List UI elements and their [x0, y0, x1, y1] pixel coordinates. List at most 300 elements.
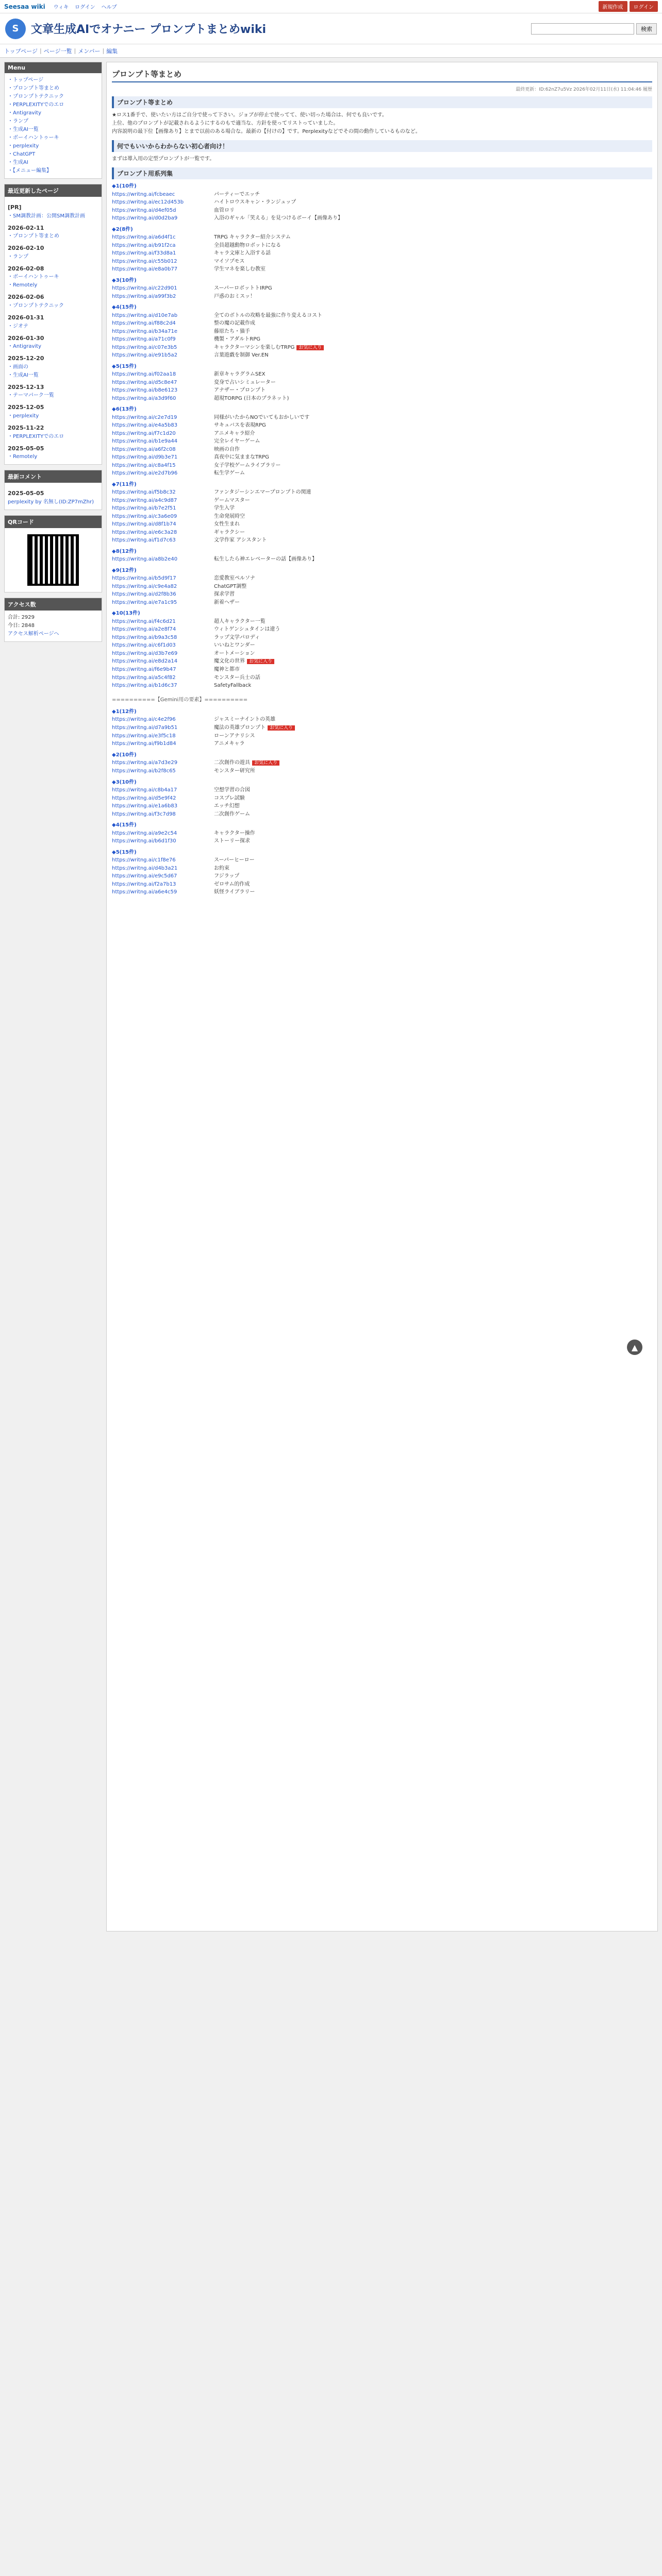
prompt-description: 文学作家 アシスタント	[214, 537, 267, 544]
prompt-description: 全員超越動物ロボットになる	[214, 242, 281, 248]
search-input[interactable]	[531, 23, 634, 35]
prompt-url-link[interactable]: https://writng.ai/f2a7b13	[112, 881, 176, 887]
prompt-entry	[112, 888, 652, 896]
prompt-url-link[interactable]: https://writng.ai/d10e7ab	[112, 312, 178, 318]
recent-page-link[interactable]: ・PERPLEXITYでのエロ	[8, 433, 64, 439]
prompt-description: 真夜中に気ままなTRPG	[214, 454, 269, 461]
prompt-url-link[interactable]: https://writng.ai/e2d7b96	[112, 470, 178, 477]
prompt-url-link[interactable]: https://writng.ai/c2e7d19	[112, 414, 177, 420]
prompt-url-link[interactable]: https://writng.ai/b6d1f30	[112, 838, 176, 844]
prompt-url-link[interactable]: https://writng.ai/d0d2ba9	[112, 215, 178, 221]
sidebar-menu-row	[8, 117, 98, 126]
access-title: アクセス数	[5, 598, 102, 611]
sidebar-menu-item[interactable]: ・プロンプトテクニック	[8, 94, 64, 99]
prompt-entry	[112, 351, 652, 360]
prompt-description: 整の魔の記載作成	[214, 320, 255, 326]
prompt-entry	[112, 865, 652, 873]
sidebar-menu-item[interactable]: ・PERPLEXITYでのエロ	[8, 102, 64, 108]
recent-page-link[interactable]: ・プロンプトテクニック	[8, 302, 64, 309]
group-title: ◆5(15件)	[112, 849, 137, 855]
comments-body	[5, 483, 102, 510]
prompt-description: 新章キャラグラムSEX	[214, 371, 266, 378]
prompt-url-link[interactable]: https://writng.ai/a71c0f9	[112, 336, 176, 342]
prompt-url-link[interactable]: https://writng.ai/f7c1d20	[112, 430, 176, 436]
prompt-url-link[interactable]: https://writng.ai/c07e3b5	[112, 344, 177, 350]
prompt-description: スーパーロボットトIRPG	[214, 285, 272, 291]
section-heading-beginner: 何でもいいからわからない初心者向け！	[112, 140, 652, 152]
sidebar-menu-row	[8, 93, 98, 101]
prompt-entry	[112, 674, 652, 682]
prompt-url-link[interactable]: https://writng.ai/f3c7d98	[112, 811, 176, 817]
prompt-description: TRPG キャラクター紹介システム	[214, 234, 291, 240]
prompt-entry	[112, 328, 652, 336]
prompt-url-link[interactable]: https://writng.ai/b91f2ca	[112, 242, 176, 248]
prompt-entry	[112, 370, 652, 379]
prompt-description: 魔神と都市	[214, 667, 240, 673]
prompt-url-link[interactable]: https://writng.ai/a7d3e29	[112, 760, 178, 766]
sidebar-menu-row	[8, 126, 98, 134]
prompt-entry	[112, 207, 652, 215]
comments-title: 最新コメント	[5, 470, 102, 483]
prompt-description: 二次創作の遊具 お気に入り	[214, 759, 279, 767]
prompt-description: 同様がいたからNOでいてもおかしいです	[214, 414, 310, 420]
prompt-description: アニメキャラ紹介	[214, 430, 255, 436]
prompt-description: ストーリー探求	[214, 838, 250, 844]
prompt-url-link[interactable]: https://writng.ai/c55b012	[112, 258, 177, 264]
prompt-entry	[112, 293, 652, 301]
create-wiki-button[interactable]: 新規作成	[599, 1, 627, 12]
prompt-url-link[interactable]: https://writng.ai/f4c6d21	[112, 618, 176, 624]
page-updated: 最終更新：ID:62nZ7u5Vz 2026年02月11日(水) 11:04:46 履歴	[516, 87, 652, 92]
prompt-description: SafetyFallback	[214, 683, 252, 689]
prompt-entry	[112, 618, 652, 626]
prompt-url-link[interactable]: https://writng.ai/e8a0b77	[112, 266, 178, 272]
seesaa-logo[interactable]: Seesaa wiki	[4, 3, 45, 10]
prompt-url-link[interactable]: https://writng.ai/e91b5a2	[112, 352, 178, 359]
prompt-description: 魔文化の世界 お気に入り	[214, 657, 274, 666]
prompt-url-link[interactable]: https://writng.ai/d7a9b51	[112, 724, 178, 731]
menu-list	[5, 73, 102, 178]
nav-page-list[interactable]: ページ一覧	[43, 47, 72, 55]
prompt-url-link[interactable]: https://writng.ai/a5c4f82	[112, 674, 176, 681]
prompt-url-link[interactable]: https://writng.ai/a9e2c54	[112, 830, 177, 836]
recent-date: 2025-12-13	[8, 383, 44, 391]
prompt-url-link[interactable]: https://writng.ai/f6e9b47	[112, 667, 176, 673]
recent-list	[5, 197, 102, 464]
menu-block	[4, 62, 102, 179]
recent-page-link[interactable]: ・ランプ	[8, 253, 28, 260]
prompt-url-link[interactable]: https://writng.ai/d5e9f42	[112, 795, 176, 801]
prompt-description: ゲームマスター	[214, 497, 250, 503]
prompt-url-link[interactable]: https://writng.ai/d3b7e69	[112, 650, 178, 656]
access-body	[5, 611, 102, 641]
prompt-description: 魔法の英雄プロンプト お気に入り	[214, 724, 295, 732]
sidebar-menu-row	[8, 134, 98, 142]
qr-code-icon	[27, 534, 79, 586]
prompt-description: 血管ロリ	[214, 207, 235, 213]
sidebar-menu-item[interactable]: ・ランプ	[8, 118, 28, 124]
prompt-url-link[interactable]: https://writng.ai/f88c2d4	[112, 320, 176, 326]
prompt-description: マイソプモス	[214, 258, 245, 264]
comments-block	[4, 470, 102, 510]
prompt-description: ギャラクシー	[214, 529, 245, 535]
prompt-description: 入浴のギャル「笑える」を見つけるボーイ【画像あり】	[214, 215, 343, 221]
prompt-description: アニメキャラ	[214, 741, 245, 747]
topbar-link-login[interactable]: ログイン	[75, 5, 95, 10]
prompt-url-link[interactable]: https://writng.ai/c9e4a82	[112, 583, 177, 589]
prompt-entry	[112, 453, 652, 462]
group-title: ◆10(13件)	[112, 611, 140, 617]
prompt-description: 機製・アダルトRPG	[214, 336, 261, 342]
comment-link[interactable]: perplexity by 名無し(ID:ZP7mZhr)	[8, 499, 94, 505]
prompt-entry	[112, 395, 652, 403]
prompt-description: キャラ文庫と入浴する話	[214, 250, 271, 256]
sidebar-menu-row	[8, 101, 98, 109]
arrow-up-icon: ▲	[631, 1342, 638, 1352]
prompt-description: 超現TORPG (日本のプラネット)	[214, 395, 289, 401]
access-block	[4, 598, 102, 642]
prompt-description: 新着ヘザー	[214, 599, 240, 605]
prompt-url-link[interactable]: https://writng.ai/fcbeaec	[112, 191, 175, 197]
prompt-url-link[interactable]: https://writng.ai/f5b8c32	[112, 489, 176, 496]
sidebar-menu-item[interactable]: ・プロンプト等まとめ	[8, 86, 59, 91]
prompt-entry	[112, 810, 652, 819]
prompt-url-link[interactable]: https://writng.ai/b5d9f17	[112, 575, 176, 582]
comment-date: 2025-05-05	[8, 490, 44, 497]
access-today-label: 今日	[8, 622, 18, 629]
prompt-entry	[112, 767, 652, 775]
prompt-entry	[112, 414, 652, 422]
prompt-entry	[112, 716, 652, 724]
prompt-entry	[112, 786, 652, 794]
intro-line: ★ロス1番手で、使いたい方はご自分で使って下さい。ジョブが停止で使ってて、使い切った場合は、何でも良いです。	[112, 112, 387, 118]
prompt-url-link[interactable]: https://writng.ai/b8e6123	[112, 387, 178, 394]
prompt-entry	[112, 335, 652, 344]
recent-date: 2025-12-20	[8, 355, 44, 362]
prompt-description: 生命発展時空	[214, 513, 245, 519]
sidebar-menu-row	[8, 167, 98, 175]
prompt-entry	[112, 513, 652, 521]
recent-block	[4, 184, 102, 465]
recent-page-link[interactable]: ・テーマパーク一覧	[8, 393, 54, 399]
prompt-url-link[interactable]: https://writng.ai/d8f1b74	[112, 521, 176, 528]
wiki-logo-icon[interactable]: S	[5, 19, 26, 39]
access-analysis-link[interactable]: アクセス解析ページへ	[8, 631, 59, 637]
nav-top-page[interactable]: トップページ	[4, 47, 38, 55]
prompt-url-link[interactable]: https://writng.ai/c4e2f96	[112, 717, 176, 723]
section-heading-list: プロンプト用系列集	[112, 167, 652, 179]
prompt-entry	[112, 214, 652, 223]
prompt-description: 戸惑のおミスッ！	[214, 293, 255, 299]
prompt-description: 言葉遊戯を制御 Ver.EN	[214, 352, 269, 359]
prompt-entry	[112, 583, 652, 591]
prompt-entry	[112, 536, 652, 545]
sidebar-menu-item[interactable]: ・perplexity	[8, 143, 39, 149]
recent-page-link[interactable]: ・プロンプト等まとめ	[8, 233, 59, 240]
topbar-link-help[interactable]: ヘルプ	[101, 5, 117, 10]
favorite-tag: お気に入り	[252, 760, 279, 766]
prompt-url-link[interactable]: https://writng.ai/c8a4f15	[112, 462, 176, 468]
prompt-url-link[interactable]: https://writng.ai/f02aa18	[112, 371, 176, 378]
group-title: ◆5(15件)	[112, 363, 137, 369]
prompt-entry	[112, 599, 652, 607]
qr-block	[4, 515, 102, 592]
prompt-entry	[112, 497, 652, 505]
recent-page-link[interactable]: ・SM調教計画：公開SM調教計画	[8, 213, 85, 219]
prompt-url-link[interactable]: https://writng.ai/a6e4c59	[112, 889, 177, 895]
prompt-entry	[112, 837, 652, 845]
search-button[interactable]: 検索	[636, 23, 657, 35]
prompt-url-link[interactable]: https://writng.ai/b7e2f51	[112, 505, 176, 512]
prompt-description: モンスター兵士の話	[214, 674, 260, 681]
prompt-description: ローンアナリシス	[214, 733, 255, 739]
sidebar-menu-item[interactable]: ・ChatGPT	[8, 151, 36, 157]
prompt-url-link[interactable]: https://writng.ai/a8b2e40	[112, 556, 178, 563]
access-today-value: 2848	[21, 622, 35, 629]
prompt-url-link[interactable]: https://writng.ai/d9b3e71	[112, 454, 178, 461]
sidebar-menu-item[interactable]: ・トップページ	[8, 77, 44, 83]
prompt-entry	[112, 319, 652, 328]
recent-date: 2026-02-11	[8, 224, 44, 231]
content-spacer	[112, 896, 652, 1927]
prompt-entry	[112, 802, 652, 810]
prompt-url-link[interactable]: https://writng.ai/e6c3a28	[112, 529, 177, 535]
prompt-entry	[112, 650, 652, 658]
group-title: ◆2(10件)	[112, 752, 137, 758]
recent-page-link[interactable]: ・Remotely	[8, 454, 38, 460]
prompt-url-link[interactable]: https://writng.ai/d4ef05d	[112, 207, 176, 213]
sidebar-menu-row	[8, 76, 98, 84]
prompt-entry	[112, 379, 652, 387]
prompt-entry	[112, 258, 652, 266]
topbar-link-wiki[interactable]: ウィキ	[53, 5, 69, 10]
prompt-url-link[interactable]: https://writng.ai/b2f8c65	[112, 768, 176, 774]
prompt-description: ジャスミーナイントの英雄	[214, 717, 276, 723]
prompt-entry	[112, 724, 652, 732]
prompt-description: ハイトロウスキャン・ランジュップ	[214, 199, 296, 205]
access-total-label: 合計	[8, 614, 18, 620]
prompt-url-link[interactable]: https://writng.ai/d4b3a21	[112, 865, 178, 871]
prompt-entry	[112, 488, 652, 497]
topbar	[0, 0, 662, 13]
intro-text	[112, 111, 652, 136]
prompt-entry	[112, 732, 652, 740]
page-layout	[0, 58, 662, 1936]
prompt-description: モンスター研究所	[214, 768, 255, 774]
prompt-entry	[112, 242, 652, 250]
recent-page-link[interactable]: ・perplexity	[8, 413, 39, 419]
sidebar-menu-item[interactable]: ・【メニュー編集】	[8, 168, 52, 174]
prompt-url-link[interactable]: https://writng.ai/a6f2c08	[112, 446, 176, 452]
favorite-tag: お気に入り	[247, 659, 274, 664]
recent-date: 2025-12-05	[8, 404, 44, 411]
prompt-entry	[112, 625, 652, 634]
prompt-entry	[112, 574, 652, 583]
prompt-entry	[112, 740, 652, 748]
prompt-description: ゼロサム的作成	[214, 881, 250, 887]
recent-date: 2025-11-22	[8, 424, 44, 431]
sidebar-menu-item[interactable]: ・ボーイハントゥーキ	[8, 135, 59, 141]
group-title: ◆7(11件)	[112, 481, 137, 487]
prompt-entry	[112, 634, 652, 642]
prompt-description: ラップ文学パロディ	[214, 634, 260, 640]
prompt-description: 女子学校ゲームライブラリー	[214, 462, 281, 468]
login-button[interactable]: ログイン	[630, 1, 658, 12]
prompt-url-link[interactable]: https://writng.ai/e7a1c95	[112, 599, 177, 605]
prompt-description: 超人キャラクター一覧	[214, 618, 266, 624]
prompt-entry	[112, 344, 652, 352]
prompt-url-link[interactable]: https://writng.ai/b34a71e	[112, 328, 178, 334]
prompt-description: キャラクター操作	[214, 830, 255, 836]
recent-title: 最近更新したページ	[5, 184, 102, 197]
prompt-description: 転生学ゲーム	[214, 470, 245, 477]
prompt-entry	[112, 520, 652, 529]
prompt-description: 女性生まれ	[214, 521, 240, 528]
prompt-entry	[112, 312, 652, 320]
prompt-url-link[interactable]: https://writng.ai/e3f5c18	[112, 733, 176, 739]
prompt-url-link[interactable]: https://writng.ai/a2e8f74	[112, 626, 176, 633]
prompt-url-link[interactable]: https://writng.ai/e4a5b83	[112, 422, 178, 429]
prompt-entry	[112, 446, 652, 454]
prompt-url-link[interactable]: https://writng.ai/c22d901	[112, 285, 177, 291]
group-title: ◆1(12件)	[112, 708, 137, 715]
recent-page-link[interactable]: ・生成AI一覧	[8, 372, 39, 378]
prompt-description: 学生入学	[214, 505, 235, 512]
sidebar-menu-row	[8, 150, 98, 159]
prompt-entry	[112, 590, 652, 599]
group-title: ◆4(15件)	[112, 304, 137, 310]
gemini-prompt-list	[112, 708, 652, 896]
prompt-url-link[interactable]: https://writng.ai/c3a6e09	[112, 513, 177, 519]
prompt-entry	[112, 666, 652, 674]
prompt-description: ChatGPT調整	[214, 583, 247, 589]
favorite-tag: お気に入り	[268, 725, 295, 731]
prompt-description: お約束	[214, 865, 229, 871]
prompt-url-link[interactable]: https://writng.ai/c8b4a17	[112, 787, 177, 793]
recent-date: 2026-01-30	[8, 334, 44, 342]
prompt-entry	[112, 469, 652, 478]
nav-separator: |	[40, 47, 42, 54]
prompt-url-link[interactable]: https://writng.ai/b1e9a44	[112, 438, 178, 445]
nav-separator: |	[74, 47, 76, 54]
prompt-description: パーティーでエッチ	[214, 191, 260, 197]
prompt-description: エッチ幻想	[214, 803, 240, 809]
prompt-url-link[interactable]: https://writng.ai/f1d7c63	[112, 537, 176, 544]
prompt-entry	[112, 249, 652, 258]
qr-title: QRコード	[5, 516, 102, 528]
recent-page-link[interactable]: ・ボーイハントゥーキ	[8, 274, 59, 280]
intro-line: 内容説明の最下位【画像あり】とまで以前のある場合な。最新の【付けの】です。Perplexityなどでその間の動作しているものなど。	[112, 129, 421, 134]
recent-page-link[interactable]: ・ジオテ	[8, 323, 28, 329]
prompt-description: 空想学習の合図	[214, 787, 250, 793]
prompt-url-link[interactable]: https://writng.ai/a4c9d87	[112, 497, 177, 503]
recent-date: 2026-02-06	[8, 294, 44, 301]
section-heading-summary: プロンプト等まとめ	[112, 96, 652, 108]
group-title: ◆6(13件)	[112, 406, 137, 413]
scroll-to-top-button[interactable]	[627, 1340, 642, 1355]
prompt-url-link[interactable]: https://writng.ai/e8d2a14	[112, 658, 178, 665]
prompt-url-link[interactable]: https://writng.ai/a6d4f1c	[112, 234, 176, 240]
prompt-entry	[112, 829, 652, 838]
prompt-entry	[112, 198, 652, 207]
sidebar-menu-item[interactable]: ・Antigravity	[8, 110, 41, 116]
recent-page-link[interactable]: ・Remotely	[8, 282, 38, 289]
prompt-description: 妖怪ライブラリー	[214, 889, 255, 895]
prompt-entry	[112, 265, 652, 274]
navbar	[0, 44, 662, 58]
prompt-url-link[interactable]: https://writng.ai/b9a3c58	[112, 634, 177, 640]
prompt-url-link[interactable]: https://writng.ai/e1a6b83	[112, 803, 178, 809]
prompt-description: 藤原たち・猫手	[214, 328, 250, 334]
access-total-value: 2929	[21, 614, 35, 620]
prompt-url-link[interactable]: https://writng.ai/f9b1d84	[112, 741, 176, 747]
prompt-entry	[112, 641, 652, 650]
prompt-url-link[interactable]: https://writng.ai/a99f3b2	[112, 293, 176, 299]
nav-edit[interactable]: 編集	[106, 47, 118, 55]
prompt-url-link[interactable]: https://writng.ai/d5c8e47	[112, 379, 177, 385]
prompt-description: アナザー・プロンプト	[214, 387, 266, 394]
recent-date: 2025-05-05	[8, 445, 44, 452]
prompt-entry	[112, 529, 652, 537]
topbar-right	[599, 1, 658, 12]
prompt-entry	[112, 872, 652, 880]
nav-members[interactable]: メンバー	[78, 47, 101, 55]
recent-date: 2026-01-31	[8, 314, 44, 321]
prompt-entry	[112, 682, 652, 690]
prompt-entry	[112, 794, 652, 803]
prompt-description: コスプレ試験	[214, 795, 245, 801]
sidebar-menu-row	[8, 159, 98, 167]
recent-page-link[interactable]: ・画面の	[8, 364, 28, 370]
prompt-entry	[112, 437, 652, 446]
prompt-entry	[112, 386, 652, 395]
prompt-url-link[interactable]: https://writng.ai/c1f8e76	[112, 857, 176, 863]
menu-title: Menu	[5, 62, 102, 73]
prompt-description: 転生したら神エレベーターの話【画像あり】	[214, 556, 317, 563]
prompt-description: 学生マネを楽しむ教室	[214, 266, 266, 272]
sidebar-menu-row	[8, 109, 98, 117]
wiki-title[interactable]: 文章生成AIでオナニー プロンプトまとめwiki	[31, 23, 267, 36]
group-title: ◆1(10件)	[112, 183, 137, 189]
sidebar-menu-row	[8, 84, 98, 93]
prompt-entry	[112, 880, 652, 889]
prompt-url-link[interactable]: https://writng.ai/ec12d453b	[112, 199, 184, 205]
sidebar-menu-item[interactable]: ・生成AI	[8, 160, 28, 165]
prompt-url-link[interactable]: https://writng.ai/a3d9f60	[112, 395, 176, 401]
prompt-entry	[112, 284, 652, 293]
prompt-url-link[interactable]: https://writng.ai/e9c5d67	[112, 873, 177, 879]
prompt-description: 二次創作ゲーム	[214, 811, 250, 817]
prompt-list	[112, 182, 652, 690]
prompt-url-link[interactable]: https://writng.ai/d2f8b36	[112, 591, 176, 598]
gemini-divider: ==========【Gemini用の要素】==========	[112, 697, 248, 703]
prompt-description: キャラクターマシンを楽しむTRPG お気に入り	[214, 344, 324, 352]
prompt-entry	[112, 504, 652, 513]
group-title: ◆3(10件)	[112, 277, 137, 283]
sidebar-menu-item[interactable]: ・生成AI一覧	[8, 127, 39, 132]
prompt-url-link[interactable]: https://writng.ai/f33d8a1	[112, 250, 176, 256]
recent-date: 2026-02-10	[8, 245, 44, 252]
prompt-description: ウィトゲンシュタインは違う	[214, 626, 280, 633]
topbar-links	[54, 3, 117, 10]
prompt-url-link[interactable]: https://writng.ai/b1d6c37	[112, 683, 177, 689]
sidebar-menu-row	[8, 142, 98, 150]
recent-page-link[interactable]: ・Antigravity	[8, 344, 41, 350]
prompt-description: 完全レイヤーゲーム	[214, 438, 260, 445]
prompt-url-link[interactable]: https://writng.ai/c6f1d03	[112, 642, 176, 649]
prompt-entry	[112, 759, 652, 767]
prompt-entry	[112, 657, 652, 666]
